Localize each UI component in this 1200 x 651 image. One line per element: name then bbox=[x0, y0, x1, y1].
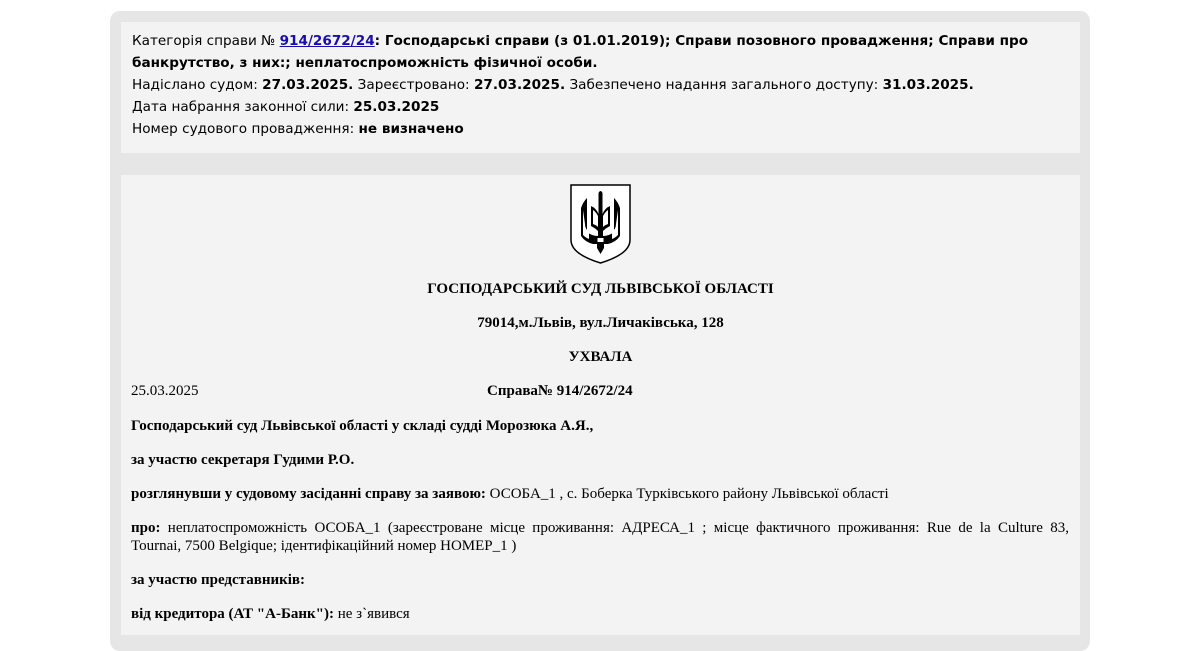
case-number-link[interactable]: 914/2672/24 bbox=[279, 33, 375, 49]
category-text: : Господарські справи (з 01.01.2019); Справи позовного провадження; Справи про банкрутство, з них:; неплатоспроможність фізичної особи. bbox=[132, 33, 1029, 71]
registered-value: 27.03.2025. bbox=[473, 77, 566, 93]
proceeding-line bbox=[132, 118, 1069, 140]
sent-label: Надіслано судом: bbox=[132, 77, 258, 93]
dates-line bbox=[132, 74, 1069, 96]
court-name: ГОСПОДАРСЬКИЙ СУД ЛЬВІВСЬКОЇ ОБЛАСТІ bbox=[427, 281, 774, 297]
registered-label: Зареєстровано: bbox=[357, 77, 470, 93]
paragraph-considered: розглянувши у судовому засіданні справу за заявою: ОСОБА_1 , с. Боберка Турківського району Львівської області bbox=[131, 486, 889, 502]
proceeding-label: Номер судового провадження: bbox=[132, 121, 355, 137]
case-metadata-panel bbox=[121, 22, 1080, 153]
proceeding-value: не визначено bbox=[358, 121, 464, 137]
ruling-date: 25.03.2025 bbox=[131, 383, 199, 399]
paragraph-court: Господарський суд Львівської області у складі судді Морозюка А.Я., bbox=[131, 418, 594, 434]
document-body bbox=[121, 175, 1080, 635]
force-value: 25.03.2025 bbox=[353, 99, 440, 115]
case-number: Справа№ 914/2672/24 bbox=[487, 383, 633, 399]
paragraph-subject: про: неплатоспроможність ОСОБА_1 (зареєстроване місце проживання: АДРЕСА_1 ; місце фактичного проживання: Rue de la Culture 83, Tournai, 7500 Belgique; ідентифікаційний номер НОМЕР_1 ) bbox=[131, 520, 1069, 554]
force-label: Дата набрання законної сили: bbox=[132, 99, 350, 115]
coat-of-arms-icon bbox=[570, 184, 631, 264]
access-value: 31.03.2025. bbox=[882, 77, 974, 93]
category-prefix: Категорія справи № bbox=[132, 33, 276, 49]
sent-value: 27.03.2025. bbox=[262, 77, 354, 93]
legal-force-line bbox=[132, 96, 1069, 118]
access-label: Забезпечено надання загального доступу: bbox=[569, 77, 879, 93]
court-address: 79014,м.Львів, вул.Личаківська, 128 bbox=[477, 315, 724, 331]
paragraph-representatives: за участю представників: bbox=[131, 572, 306, 588]
paragraph-secretary: за участю секретаря Гудими Р.О. bbox=[131, 452, 355, 468]
paragraph-creditor: від кредитора (АТ "А-Банк"): не з`явився bbox=[131, 606, 410, 622]
case-category bbox=[132, 30, 1069, 74]
document-type: УХВАЛА bbox=[568, 349, 633, 365]
